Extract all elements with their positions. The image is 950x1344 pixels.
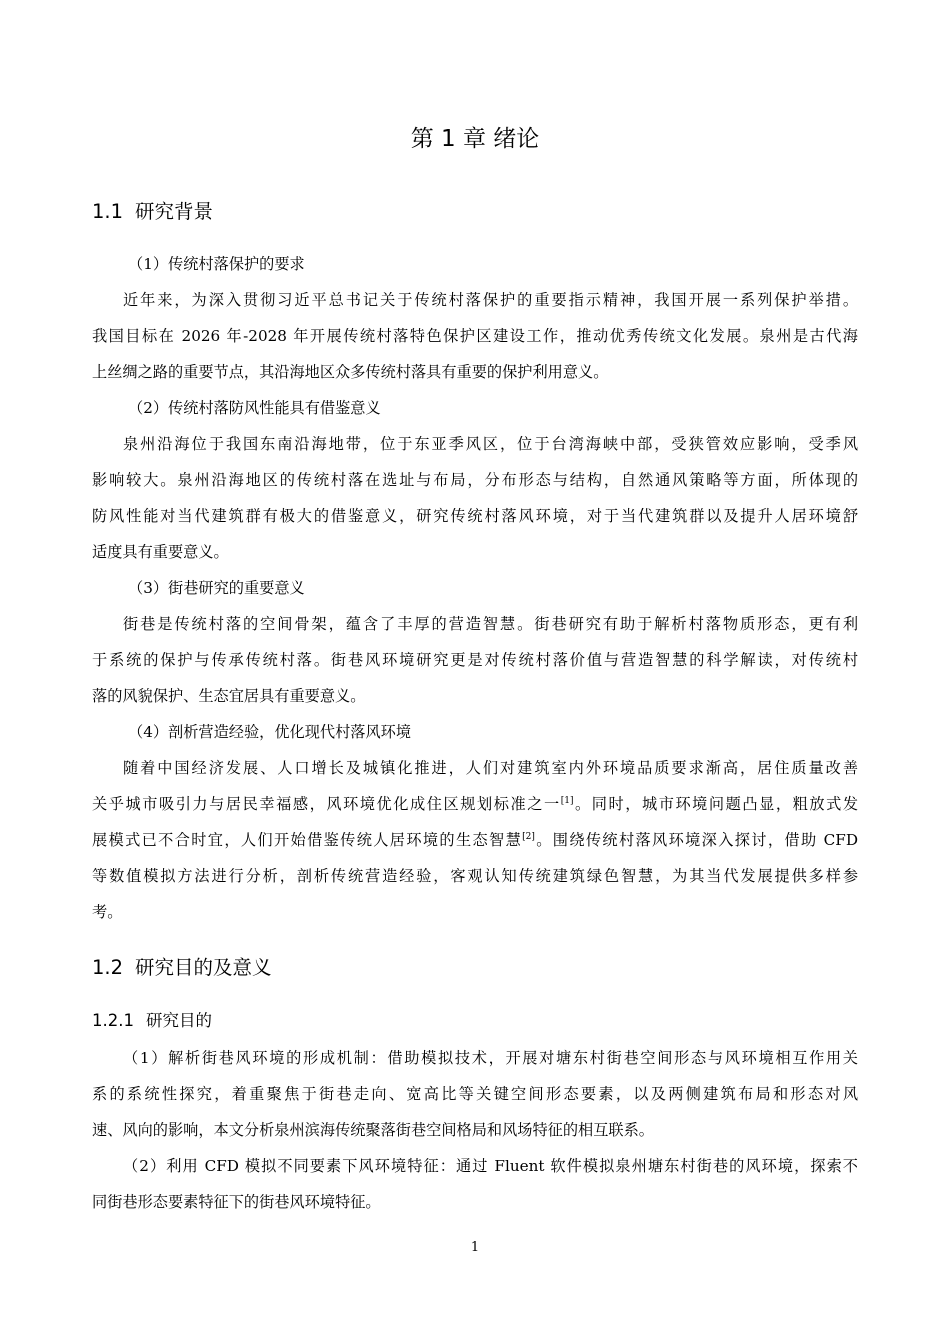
section-title: 研究背景	[135, 200, 214, 223]
section-number: 1.2.1	[92, 1011, 134, 1030]
subheading-1: （1）传统村落保护的要求	[128, 255, 305, 273]
subheading-3: （3）街巷研究的重要意义	[128, 579, 305, 597]
paragraph-line	[92, 822, 858, 858]
section-number: 1.2	[92, 956, 124, 979]
paragraph-line: 影响较大。泉州沿海地区的传统村落在选址与布局，分布形态与结构，自然通风策略等方面，所体现的	[92, 471, 858, 489]
citation-1[interactable]: [1]	[560, 796, 574, 806]
paragraph-line: 等数值模拟方法进行分析，剖析传统营造经验，客观认知传统建筑绿色智慧，为其当代发展提供多样参	[92, 867, 858, 885]
subheading-2: （2）传统村落防风性能具有借鉴意义	[128, 399, 381, 417]
paragraph-line: （2）利用 CFD 模拟不同要素下风环境特征：通过 Fluent 软件模拟泉州塘东村街巷的风环境，探索不	[123, 1157, 858, 1175]
text-run: 。同时，城市环境问题凸显，粗放式发	[573, 795, 859, 813]
paragraph-line: 泉州沿海位于我国东南沿海地带，位于东亚季风区，位于台湾海峡中部，受狭管效应影响，受季风	[123, 435, 858, 453]
paragraph-line: 同街巷形态要素特征下的街巷风环境特征。	[92, 1193, 381, 1211]
section-number: 1.1	[92, 200, 124, 223]
text-run: 展模式已不合时宜，人们开始借鉴传统人居环境的生态智慧	[92, 831, 523, 849]
section-heading-1-2-1	[92, 1008, 212, 1034]
paragraph-line: 上丝绸之路的重要节点，其沿海地区众多传统村落具有重要的保护利用意义。	[92, 363, 609, 381]
section-title: 研究目的	[145, 1011, 212, 1030]
section-heading-1-2	[92, 953, 272, 983]
paragraph-line: 考。	[92, 903, 123, 921]
paragraph-line: 适度具有重要意义。	[92, 543, 229, 561]
citation-2[interactable]: [2]	[522, 832, 535, 842]
paragraph-line: 街巷是传统村落的空间骨架，蕴含了丰厚的营造智慧。街巷研究有助于解析村落物质形态，更有利	[123, 615, 858, 633]
paragraph-line: 防风性能对当代建筑群有极大的借鉴意义，研究传统村落风环境，对于当代建筑群以及提升人居环境舒	[92, 507, 858, 525]
page-number: 1	[470, 1240, 480, 1255]
paragraph-line: 于系统的保护与传承传统村落。街巷风环境研究更是对传统村落价值与营造智慧的科学解读，对传统村	[92, 651, 858, 669]
paragraph-line: 随着中国经济发展、人口增长及城镇化推进，人们对建筑室内外环境品质要求渐高，居住质量改善	[123, 759, 858, 777]
text-run: 。围绕传统村落风环境深入探讨，借助 CFD	[534, 831, 859, 849]
subheading-4: （4）剖析营造经验，优化现代村落风环境	[128, 723, 412, 741]
paragraph-line: 落的风貌保护、生态宜居具有重要意义。	[92, 687, 366, 705]
section-title: 研究目的及意义	[135, 956, 272, 979]
purpose-block	[92, 1040, 858, 1220]
paragraph-line: 系的系统性探究，着重聚焦于街巷走向、宽高比等关键空间形态要素，以及两侧建筑布局和形态对风	[92, 1085, 858, 1103]
text-run: 关乎城市吸引力与居民幸福感，风环境优化成住区规划标准之一	[92, 795, 561, 813]
paragraph-line: 近年来，为深入贯彻习近平总书记关于传统村落保护的重要指示精神，我国开展一系列保护举措。	[123, 291, 858, 309]
paragraph-line	[92, 786, 858, 822]
paragraph-line: 速、风向的影响，本文分析泉州滨海传统聚落街巷空间格局和风场特征的相互联系。	[92, 1121, 654, 1139]
section-heading-1-1	[92, 197, 213, 227]
background-block	[92, 246, 858, 930]
chapter-title: 第 1 章 绪论	[410, 126, 540, 152]
paragraph-line: 我国目标在 2026 年-2028 年开展传统村落特色保护区建设工作，推动优秀传统文化发展。泉州是古代海	[92, 327, 858, 345]
paragraph-line: （1）解析街巷风环境的形成机制：借助模拟技术，开展对塘东村街巷空间形态与风环境相互作用关	[123, 1049, 858, 1067]
